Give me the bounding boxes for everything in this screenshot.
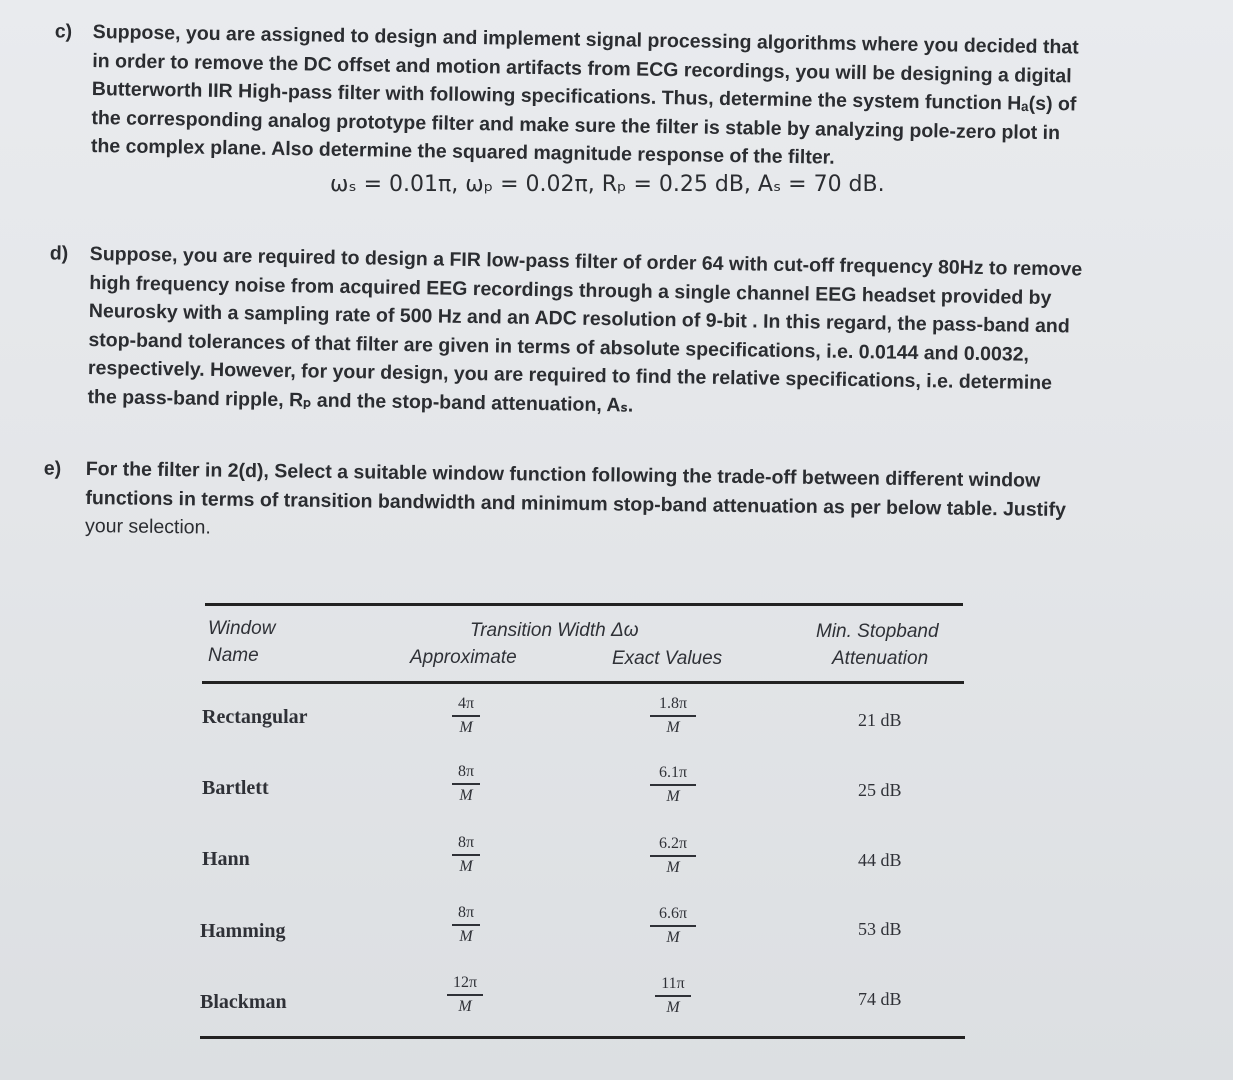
fraction-numerator: 8π bbox=[457, 834, 475, 851]
fraction-numerator: 12π bbox=[452, 974, 478, 991]
text-line: the pass-band ripple, Rₚ and the stop-band attenuation, Aₛ. bbox=[87, 385, 634, 417]
text-line: stop-band tolerances of that filter are given in terms of absolute specifications, i.e. 0.0144 and 0.0032, bbox=[88, 328, 1030, 366]
approx-width bbox=[447, 974, 483, 1016]
text-line: functions in terms of transition bandwidth and minimum stop-band attenuation as per below table. Justify bbox=[85, 486, 1067, 521]
min-stopband-attenuation: 25 dB bbox=[858, 780, 902, 800]
approx-width bbox=[452, 763, 480, 805]
window-name: Blackman bbox=[200, 991, 287, 1013]
question-marker: e) bbox=[43, 457, 62, 480]
text-line: respectively. However, for your design, you are required to find the relative specifications, i.e. determine bbox=[87, 356, 1053, 395]
approx-width bbox=[452, 904, 480, 946]
min-stopband-attenuation: 74 dB bbox=[858, 989, 902, 1009]
header-transition-width: Transition Width Δω bbox=[470, 620, 639, 641]
text-line: in order to remove the DC offset and motion artifacts from ECG recordings, you will be designing a digital bbox=[92, 49, 1072, 87]
fraction-denominator: M bbox=[459, 927, 473, 945]
text-line: the corresponding analog prototype filter and make sure the filter is stable by analyzing pole-zero plot in bbox=[91, 106, 1061, 144]
min-stopband-attenuation: 44 dB bbox=[858, 850, 902, 870]
table-bottom-rule bbox=[200, 1036, 965, 1039]
fraction-denominator: M bbox=[666, 858, 680, 876]
question-c bbox=[54, 18, 1079, 176]
fraction-numerator: 6.1π bbox=[658, 764, 688, 781]
header-min-stopband: Min. Stopband bbox=[816, 621, 939, 642]
min-stopband-attenuation: 21 dB bbox=[858, 710, 902, 730]
filter-spec-formula: ωₛ = 0.01π, ωₚ = 0.02π, Rₚ = 0.25 dB, Aₛ = 70 dB. bbox=[330, 172, 885, 197]
text-line: For the filter in 2(d), Select a suitable window function following the trade-off between different window bbox=[85, 457, 1041, 492]
exact-width bbox=[650, 764, 696, 806]
question-e bbox=[43, 455, 1067, 552]
fraction-denominator: M bbox=[459, 718, 473, 736]
fraction-numerator: 6.2π bbox=[658, 835, 688, 852]
fraction-numerator: 11π bbox=[661, 975, 685, 992]
min-stopband-attenuation: 53 dB bbox=[858, 919, 902, 939]
table-top-rule bbox=[205, 603, 963, 606]
window-name: Rectangular bbox=[202, 706, 308, 728]
text-line: high frequency noise from acquired EEG recordings through a single channel EEG headset provided by bbox=[89, 271, 1052, 309]
exact-width bbox=[655, 975, 691, 1017]
fraction-numerator: 4π bbox=[457, 695, 475, 712]
fraction-denominator: M bbox=[666, 787, 680, 805]
fraction-denominator: M bbox=[458, 997, 472, 1015]
table-header-rule bbox=[202, 681, 964, 684]
fraction-numerator: 8π bbox=[457, 904, 475, 921]
fraction-denominator: M bbox=[459, 786, 473, 804]
question-marker: c) bbox=[54, 20, 73, 43]
header-name: Name bbox=[208, 645, 259, 666]
fraction-numerator: 6.6π bbox=[658, 905, 688, 922]
approx-width bbox=[452, 695, 480, 737]
fraction-denominator: M bbox=[459, 857, 473, 875]
text-line: your selection. bbox=[84, 514, 211, 539]
exact-width bbox=[650, 695, 696, 737]
question-d bbox=[49, 240, 1083, 427]
text-line: Suppose, you are assigned to design and implement signal processing algorithms where you decided that bbox=[92, 20, 1079, 59]
approx-width bbox=[452, 834, 480, 876]
header-approximate: Approximate bbox=[410, 647, 517, 668]
header-attenuation: Attenuation bbox=[832, 648, 929, 669]
exact-width bbox=[650, 835, 696, 877]
text-line: the complex plane. Also determine the squared magnitude response of the filter. bbox=[90, 134, 835, 169]
exact-width bbox=[650, 905, 696, 947]
fraction-numerator: 8π bbox=[457, 763, 475, 780]
window-name: Hamming bbox=[200, 920, 286, 942]
fraction-numerator: 1.8π bbox=[658, 695, 688, 712]
question-marker: d) bbox=[49, 242, 69, 265]
fraction-denominator: M bbox=[666, 718, 680, 736]
window-name: Hann bbox=[202, 848, 250, 870]
window-name: Bartlett bbox=[202, 777, 269, 799]
header-window: Window bbox=[208, 618, 276, 639]
text-line: Butterworth IIR High-pass filter with following specifications. Thus, determine the system function Hₐ(s) of bbox=[91, 77, 1077, 116]
text-line: Suppose, you are required to design a FIR low-pass filter of order 64 with cut-off frequency 80Hz to remove bbox=[89, 242, 1083, 281]
text-line: Neurosky with a sampling rate of 500 Hz and an ADC resolution of 9-bit . In this regard, the pass-band and bbox=[88, 299, 1070, 338]
fraction-denominator: M bbox=[666, 998, 680, 1016]
header-exact-values: Exact Values bbox=[612, 648, 723, 669]
fraction-denominator: M bbox=[666, 928, 680, 946]
